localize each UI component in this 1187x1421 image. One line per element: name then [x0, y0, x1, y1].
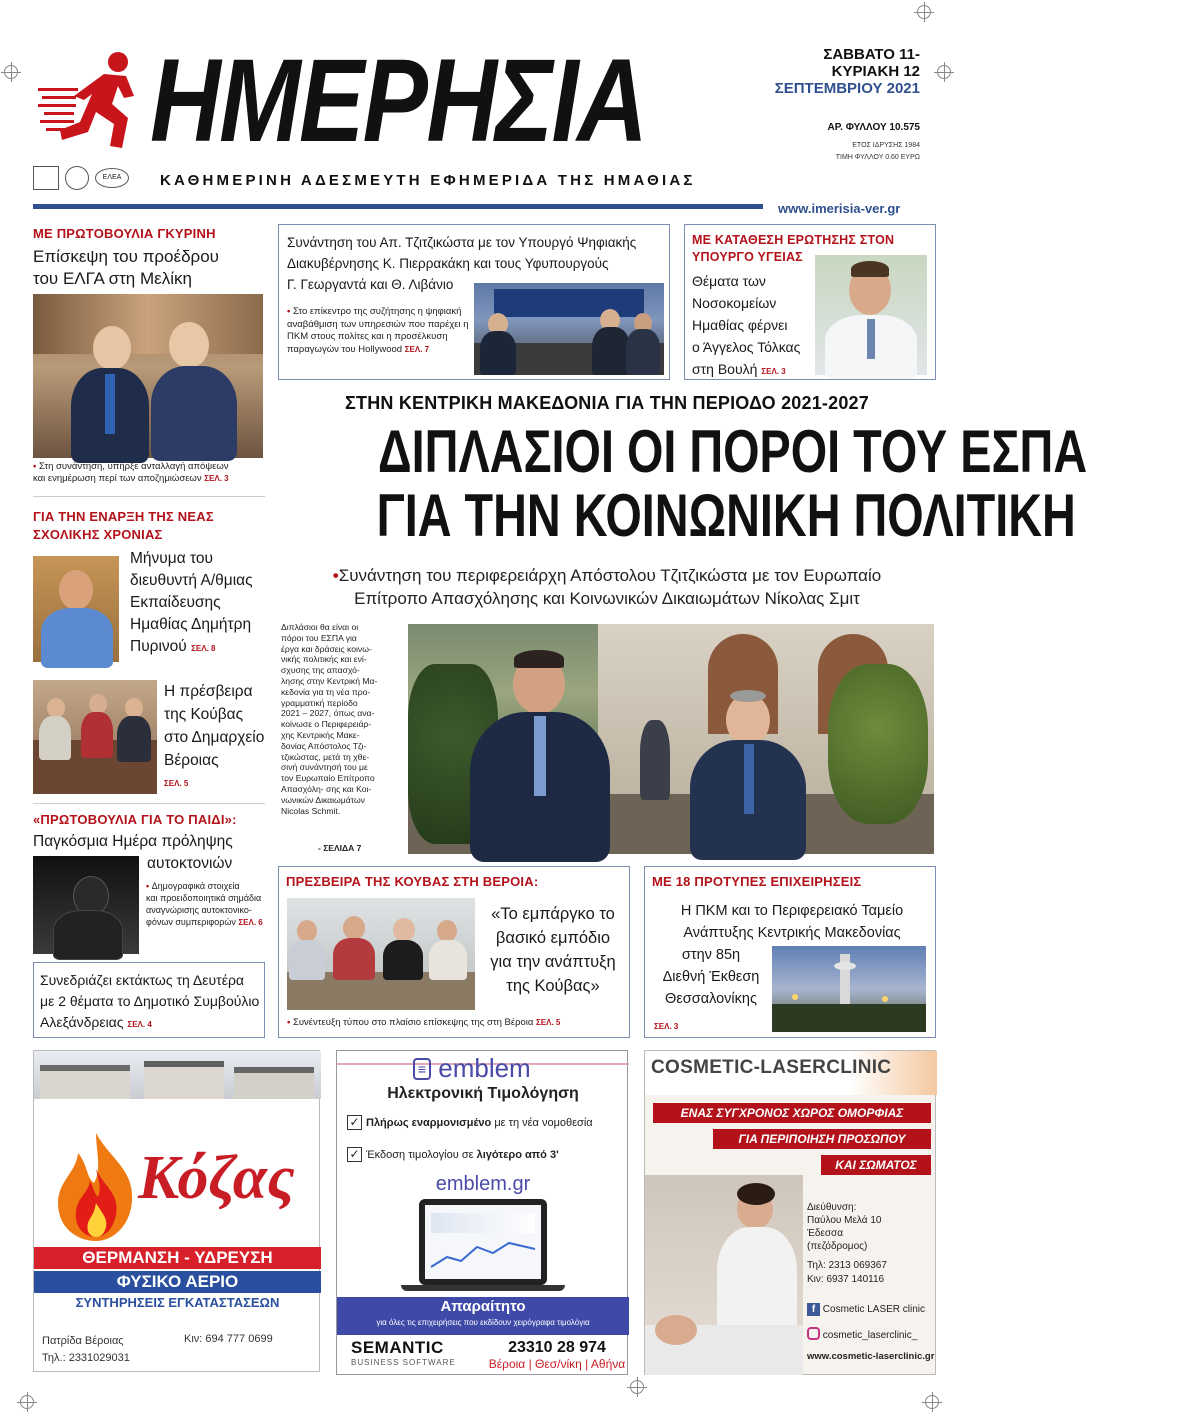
- suicide-headline-1: Παγκόσμια Ημέρα πρόληψης: [33, 833, 233, 850]
- expo-photo: [772, 946, 926, 1032]
- emblem-contact: 23310 28 974 Βέροια | Θεσ/νίκη | Αθήνα: [488, 1339, 626, 1371]
- cosmetic-logo: COSMETIC-LASERCLINIC: [651, 1057, 892, 1078]
- main-kicker: ΣΤΗΝ ΚΕΝΤΡΙΚΗ ΜΑΚΕΔΟΝΙΑ ΓΙΑ ΤΗΝ ΠΕΡΙΟΔΟ 2021-2027: [345, 393, 869, 413]
- expo-headline-bottom: στην 85η Διεθνή Έκθεση Θεσσαλονίκης: [662, 947, 760, 1007]
- ad-emblem[interactable]: [336, 1050, 628, 1375]
- main-headline-1: ΔΙΠΛΑΣΙΟΙ ΟΙ ΠΟΡΟΙ ΤΟΥ ΕΣΠΑ: [378, 418, 1088, 485]
- main-body: [281, 622, 405, 816]
- emblem-bar: Απαραίτητο για όλες τις επιχειρήσεις που εκδίδουν χειρόγραφα τιμολόγια: [337, 1297, 629, 1335]
- main-page-ref: - ΣΕΛΙΔΑ 7: [318, 843, 362, 853]
- website-link[interactable]: www.imerisia-ver.gr: [778, 201, 901, 216]
- crop-mark-icon: [925, 1395, 939, 1409]
- kozas-band-2: ΦΥΣΙΚΟ ΑΕΡΙΟ: [34, 1271, 321, 1293]
- ad-cosmetic[interactable]: [644, 1050, 936, 1375]
- emblem-url[interactable]: emblem.gr: [435, 1173, 531, 1195]
- kozas-address: Πατρίδα Βέροιας Τηλ.: 2331029031: [42, 1335, 130, 1364]
- digital-caption: • Στο επίκεντρο της συζήτησης η ψηφιακή αναβάθμιση των υπηρεσιών που παρέχει η ΠΚΜ στους πολίτες και η προσέλκυση παραγωγών του Hollywood ΣΕΛ. 7: [287, 306, 477, 356]
- digital-photo: [474, 283, 664, 375]
- school-photo: [33, 556, 119, 662]
- cuba-caption: • Συνέντευξη τύπου στο πλαίσιο επίσκεψης της στη Βέροια ΣΕΛ. 5: [287, 1017, 627, 1029]
- laptop-base: [401, 1285, 565, 1291]
- emblem-logo: ≡ emblem: [413, 1053, 531, 1084]
- school-headline: Μήνυμα του διευθυντή Α/θμιας Εκπαίδευσης Ημαθίας Δημήτρη Πυρινού ΣΕΛ. 8: [130, 550, 253, 655]
- main-body-line: πόροι του ΕΣΠΑ για: [281, 632, 357, 643]
- main-body-line: τζικώστας, μετά τη χθε-: [281, 751, 370, 762]
- suicide-photo: [33, 856, 139, 954]
- school-kicker: ΓΙΑ ΤΗΝ ΕΝΑΡΞΗ ΤΗΣ ΝΕΑΣ ΣΧΟΛΙΚΗΣ ΧΡΟΝΙΑΣ: [33, 509, 214, 542]
- facebook-icon: f: [807, 1303, 820, 1316]
- check-icon: ✓: [347, 1147, 362, 1162]
- main-body-line: λησης στην Κεντρική Μα-: [281, 675, 378, 686]
- cosmetic-address: Διεύθυνση: Παύλου Μελά 10 Έδεσσα (πεζόδρομος): [807, 1202, 882, 1252]
- tolkas-photo: [815, 255, 927, 375]
- seal-icon: [65, 166, 89, 190]
- cosmetic-website[interactable]: www.cosmetic-laserclinic.gr: [807, 1351, 935, 1362]
- suicide-kicker: «ΠΡΩΤΟΒΟΥΛΙΑ ΓΙΑ ΤΟ ΠΑΙΔΙ»:: [33, 812, 237, 827]
- main-headline-2: ΓΙΑ ΤΗΝ ΚΟΙΝΩΝΙΚΗ ΠΟΛΙΤΙΚΗ: [376, 482, 1076, 549]
- melike-caption: • Στη συνάντηση, υπήρξε ανταλλαγή απόψεων και ενημέρωση περί των αποζημιώσεων ΣΕΛ. 3: [33, 461, 265, 485]
- main-body-line: τον Ευρωπαίο Επίτροπο: [281, 773, 375, 784]
- masthead-rule: [33, 204, 763, 209]
- kozas-building-photo: [34, 1051, 321, 1099]
- main-subhead: •Συνάντηση του περιφερειάρχη Απόστολου Τζιτζικώστα με τον Ευρωπαίο Επίτροπο Απασχόλησης και Κοινωνικών Δικαιωμάτων Νίκολας Σμιτ: [332, 566, 882, 608]
- main-body-line: δονίας Απόστολος Τζι-: [281, 740, 367, 751]
- crop-mark-icon: [937, 65, 951, 79]
- divider: [33, 803, 265, 804]
- main-body-line: χης Κεντρικής Μακε-: [281, 729, 360, 740]
- expo-page-ref: ΣΕΛ. 3: [654, 1022, 679, 1031]
- main-body-line: Απασχόλη- σης και Κοι-: [281, 783, 372, 794]
- crop-mark-icon: [4, 65, 18, 79]
- crop-mark-icon: [917, 5, 931, 19]
- masthead-subtitle: ΚΑΘΗΜΕΡΙΝΗ ΑΔΕΣΜΕΥΤΗ ΕΦΗΜΕΡΙΔΑ ΤΗΣ ΗΜΑΘΙΑΣ: [160, 172, 696, 189]
- health-kicker: ΜΕ ΚΑΤΑΘΕΣΗ ΕΡΩΤΗΣΗΣ ΣΤΟΝ ΥΠΟΥΡΓΟ ΥΓΕΙΑΣ: [692, 233, 895, 264]
- cuba-kicker: ΠΡΕΣΒΕΙΡΑ ΤΗΣ ΚΟΥΒΑΣ ΣΤΗ ΒΕΡΟΙΑ:: [286, 874, 539, 889]
- semantic-logo: SEMANTIC BUSINESS SOFTWARE: [351, 1338, 456, 1367]
- kozas-mobile: Κιν: 694 777 0699: [184, 1333, 273, 1345]
- kozas-services: ΣΥΝΤΗΡΗΣΕΙΣ ΕΓΚΑΤΑΣΤΑΣΕΩΝ: [75, 1295, 280, 1310]
- flame-icon: [50, 1129, 142, 1245]
- runner-logo-icon: [38, 48, 148, 158]
- cosmetic-phones: Τηλ: 2313 069367 Κιν: 6937 140116: [807, 1260, 887, 1285]
- expo-kicker: ΜΕ 18 ΠΡΟΤΥΠΕΣ ΕΠΙΧΕΙΡΗΣΕΙΣ: [652, 874, 862, 889]
- main-body-line: κεδονία για τη νέα προ-: [281, 686, 371, 697]
- digital-headline: Συνάντηση του Απ. Τζιτζικώστα με τον Υπουργό Ψηφιακής Διακυβέρνησης Κ. Πιερρακάκη και τους Υφυπουργούς Γ. Γεωργαντά και Θ. Λιβάνιο: [287, 235, 637, 292]
- qr-icon: [33, 166, 59, 190]
- crop-mark-icon: [20, 1395, 34, 1409]
- expo-headline-top: Η ΠΚΜ και το Περιφερειακό Ταμείο Ανάπτυξης Κεντρικής Μακεδονίας: [680, 903, 904, 941]
- issue-date: ΣΑΒΒΑΤΟ 11- ΚΥΡΙΑΚΗ 12 ΣΕΠΤΕΜΒΡΙΟΥ 2021: [774, 46, 920, 97]
- partner-logos: [33, 164, 133, 192]
- issue-number: ΑΡ. ΦΥΛΛΟΥ 10.575: [827, 122, 920, 133]
- founded-year: ΕΤΟΣ ΙΔΡΥΣΗΣ 1984: [852, 142, 920, 149]
- main-body-line: 2021 – 2027, όπως ανα-: [281, 708, 375, 719]
- elea-logo: ΕΛΕΑ: [95, 168, 129, 188]
- suicide-headline-2: αυτοκτονιών: [147, 855, 233, 872]
- main-body-line: νωνικών Δικαιωμάτων: [281, 794, 365, 805]
- melike-kicker: ΜΕ ΠΡΩΤΟΒΟΥΛΙΑ ΓΚΥΡΙΝΗ: [33, 226, 216, 241]
- kozas-band-1: ΘΕΡΜΑΝΣΗ - ΥΔΡΕΥΣΗ: [34, 1247, 321, 1269]
- crop-mark-icon: [630, 1380, 644, 1394]
- emblem-checklist: ✓ Πλήρως εναρμονισμένο με τη νέα νομοθεσία ✓ Έκδοση τιμολογίου σε λιγότερο από 3': [347, 1115, 593, 1163]
- melike-headline: Επίσκεψη του προέδρου του ΕΛΓΑ στη Μελίκη: [33, 247, 219, 288]
- melike-photo: [33, 294, 263, 458]
- main-body-line: σχυσης της απασχό-: [281, 665, 360, 676]
- council-headline: Συνεδριάζει εκτάκτως τη Δευτέρα με 2 θέματα το Δημοτικό Συμβούλιο Αλεξάνδρειας ΣΕΛ. 4: [40, 972, 260, 1030]
- emblem-e-icon: ≡: [413, 1058, 431, 1080]
- cuba-quote: «Το εμπάργκο το βασικό εμπόδιο για την ανάπτυξη της Κούβας»: [490, 905, 616, 995]
- ambassador-headline: Η πρέσβειρα της Κούβας στο Δημαρχείο Βέροιας ΣΕΛ. 5: [164, 683, 265, 788]
- cosmetic-band-3: ΚΑΙ ΣΩΜΑΤΟΣ: [821, 1155, 931, 1175]
- cosmetic-photo: [645, 1175, 803, 1375]
- masthead-title: ΗΜΕΡΗΣΙΑ: [150, 35, 647, 167]
- main-photo: [408, 624, 934, 854]
- cosmetic-band-1: ΕΝΑΣ ΣΥΓΧΡΟΝΟΣ ΧΩΡΟΣ ΟΜΟΡΦΙΑΣ: [653, 1103, 931, 1123]
- ad-kozas[interactable]: [33, 1050, 320, 1372]
- emblem-chart-icon: [431, 1237, 535, 1273]
- cosmetic-facebook[interactable]: f Cosmetic LASER clinic: [807, 1303, 925, 1316]
- emblem-laptop: [419, 1199, 547, 1285]
- instagram-icon: [807, 1327, 820, 1340]
- issue-price: ΤΙΜΗ ΦΥΛΛΟΥ 0.60 ΕΥΡΩ: [835, 154, 920, 161]
- main-body-line: Διπλάσιοι θα είναι οι: [281, 622, 359, 632]
- check-icon: ✓: [347, 1115, 362, 1130]
- main-body-line: Nicolas Schmit.: [281, 805, 341, 816]
- ambassador-photo: [33, 680, 157, 794]
- main-body-line: έργα και δράσεις κοινω-: [281, 643, 372, 654]
- main-body-line: σινή συνάντησή του με: [281, 762, 368, 773]
- kozas-logo: Κόζας: [138, 1144, 295, 1212]
- suicide-caption: • Δημογραφικά στοιχεία και προειδοποιητικά σημάδια αναγνώρισης αυτοκτονικο- φόνων συμπεριφορών ΣΕΛ. 6: [146, 880, 268, 929]
- main-body-line: νικής πολιτικής και ενί-: [281, 654, 367, 665]
- divider: [33, 496, 265, 497]
- cosmetic-band-2: ΓΙΑ ΠΕΡΙΠΟΙΗΣΗ ΠΡΟΣΩΠΟΥ: [713, 1129, 931, 1149]
- cuba-photo: [287, 898, 475, 1010]
- main-body-line: κοίνωσε ο Περιφερειάρ-: [281, 719, 372, 730]
- main-body-line: γραμματική περίοδο: [281, 697, 358, 708]
- emblem-title: Ηλεκτρονική Τιμολόγηση: [387, 1085, 579, 1102]
- cosmetic-instagram[interactable]: cosmetic_laserclinic_: [807, 1327, 917, 1341]
- health-headline: Θέματα των Νοσοκομείων Ημαθίας φέρνει ο Άγγελος Τόλκας στη Βουλή ΣΕΛ. 3: [692, 273, 801, 377]
